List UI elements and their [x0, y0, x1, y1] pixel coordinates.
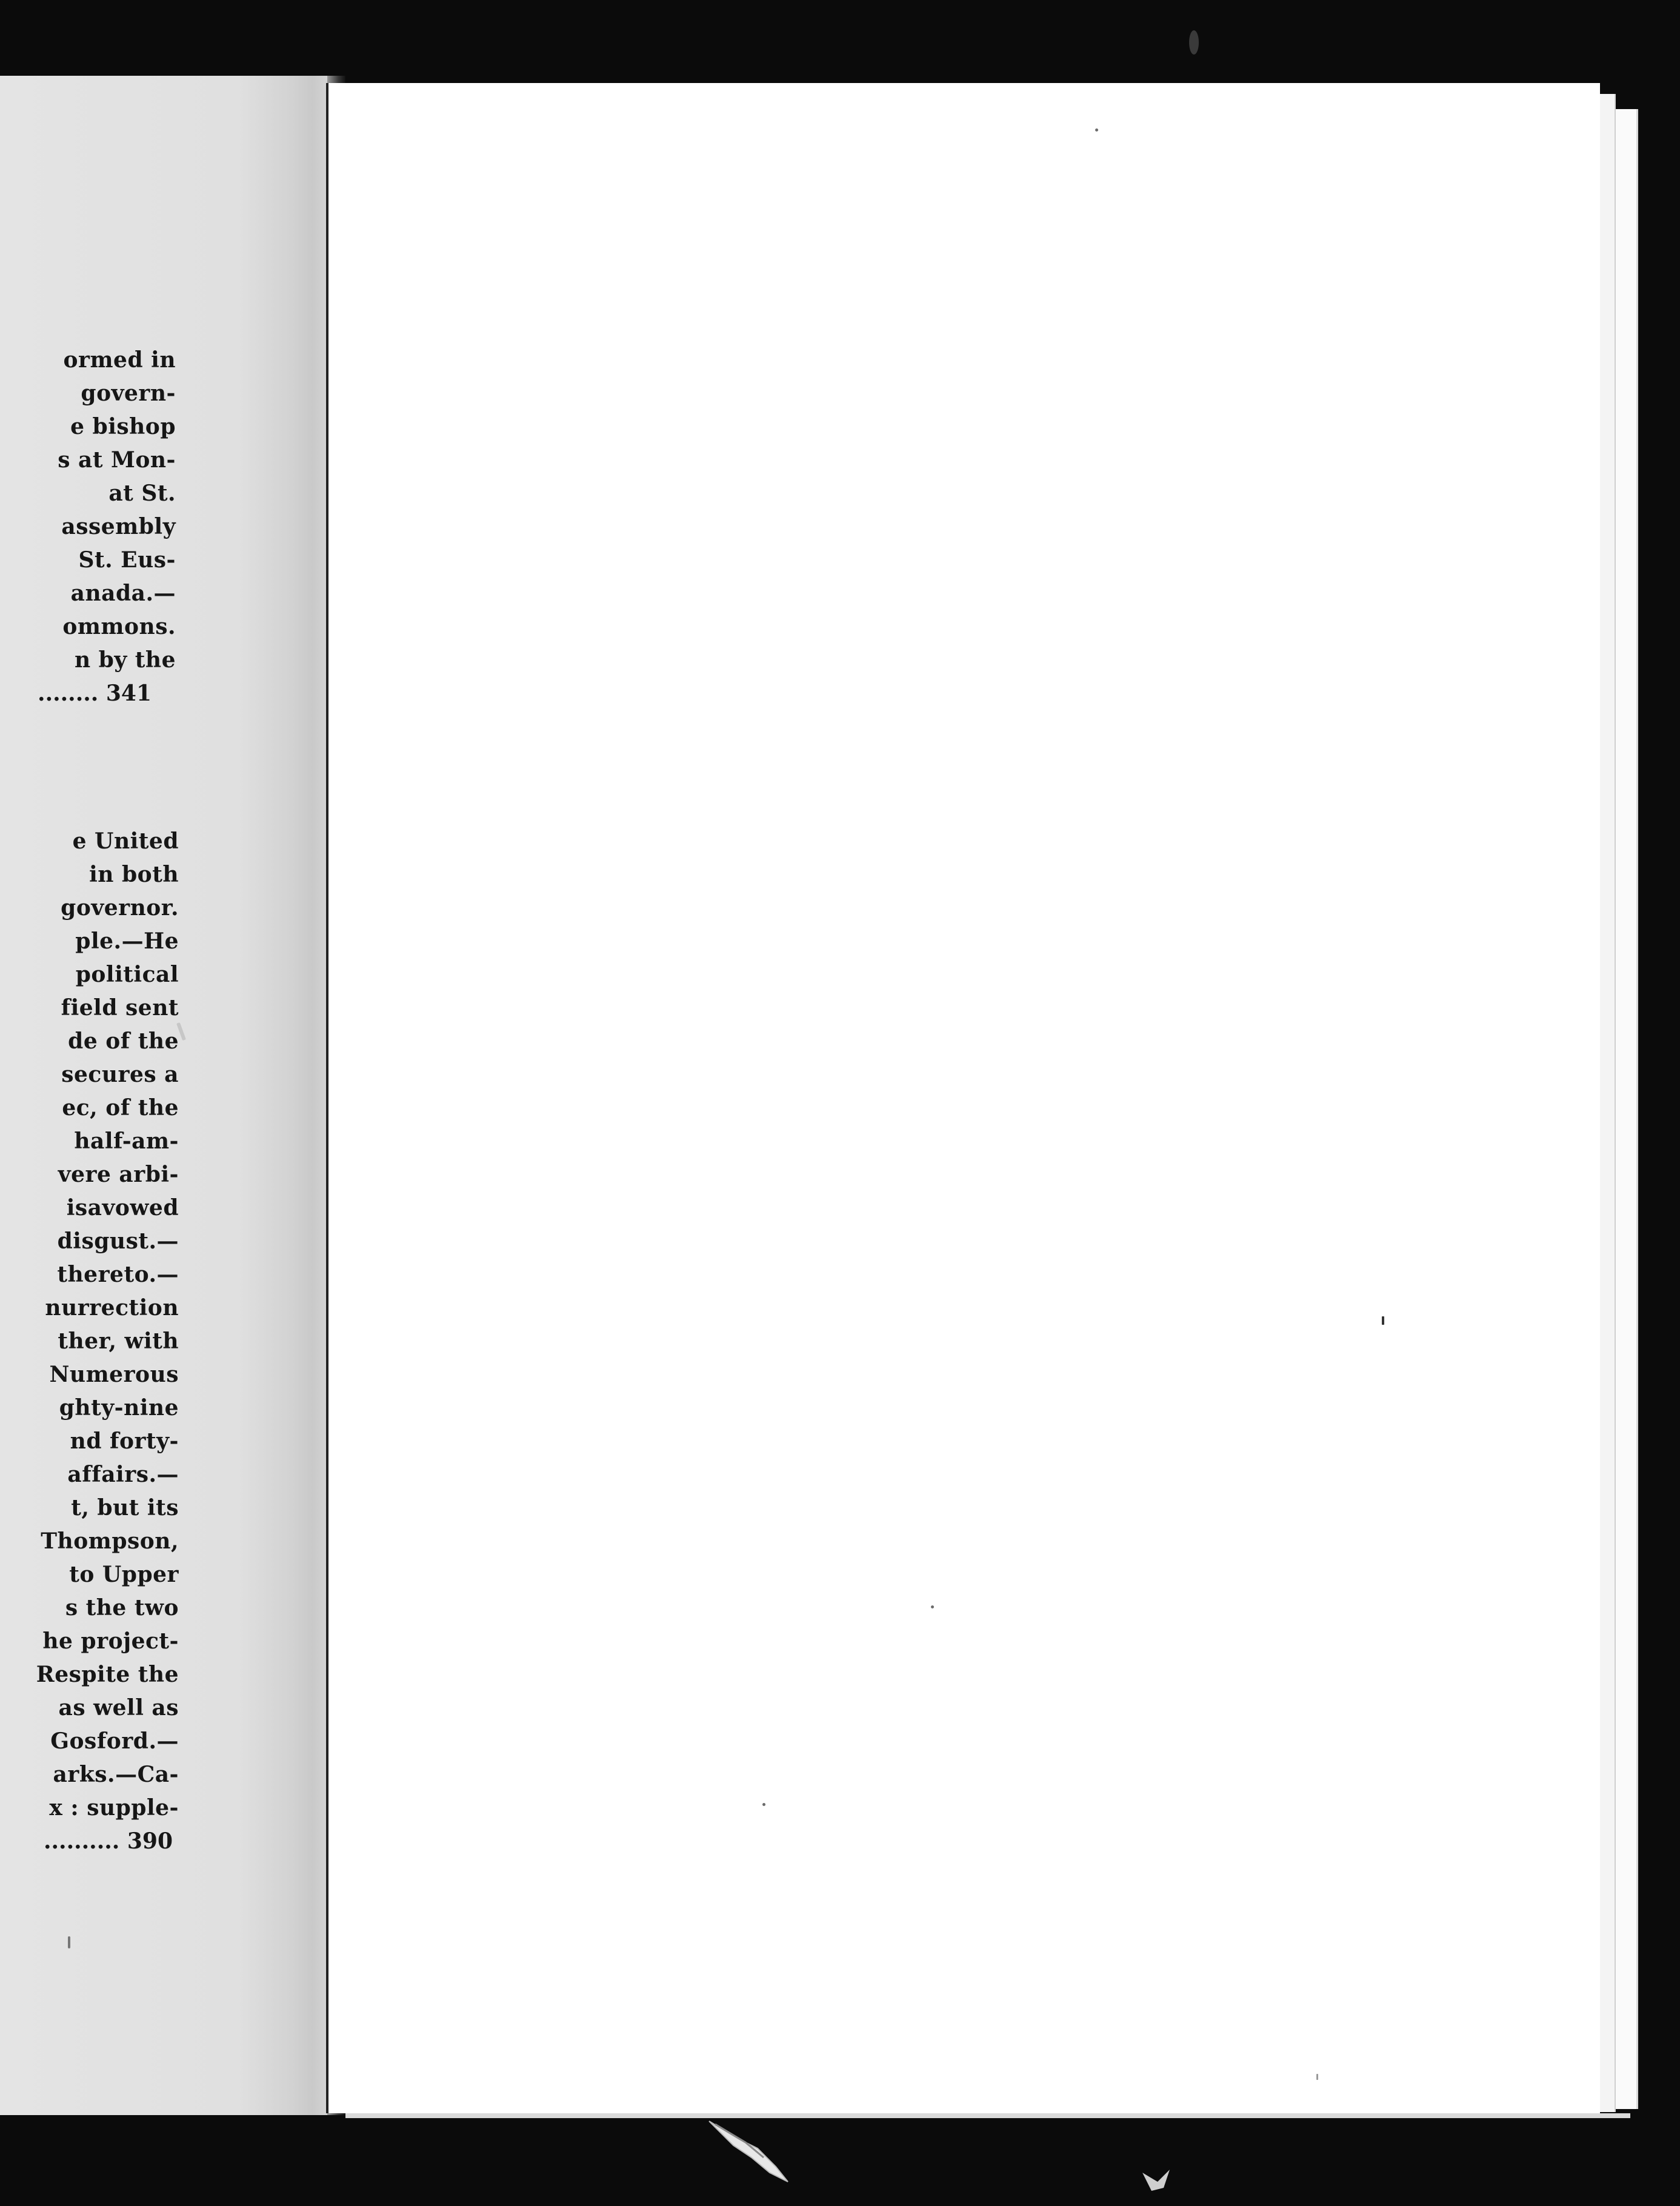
text-line: as well as [58, 1695, 179, 1721]
scan-artifact [931, 1605, 934, 1608]
text-line: assembly [61, 514, 176, 539]
text-line: Thompson, [41, 1528, 179, 1554]
scan-artifact [1139, 2167, 1176, 2197]
scan-artifact [68, 1936, 70, 1948]
text-line: Gosford.— [50, 1728, 179, 1754]
text-line: ghty-nine [59, 1395, 179, 1421]
text-line: to Upper [69, 1562, 179, 1587]
text-line: ple.—He [75, 928, 179, 954]
text-line: s at Mon- [58, 447, 176, 473]
text-line: anada.— [70, 581, 176, 606]
scan-artifact [1095, 128, 1098, 132]
text-line: St. Eus- [78, 547, 176, 573]
text-line: at St. [108, 481, 176, 506]
text-line: e bishop [70, 414, 176, 439]
text-line: Numerous [49, 1362, 179, 1387]
text-line: Respite the [36, 1662, 179, 1687]
text-line: half-am- [74, 1128, 179, 1154]
toc-page-reference: .......... 390 [43, 1828, 173, 1854]
text-line: governor. [61, 895, 179, 921]
text-line: nurrection [45, 1295, 179, 1321]
torn-paper-fragment [703, 2115, 836, 2194]
scan-artifact [1316, 2074, 1318, 2080]
torn-paper-shape [709, 2121, 788, 2182]
text-line: x : supple- [49, 1795, 179, 1821]
text-line: ther, with [58, 1328, 179, 1354]
text-line: in both [89, 862, 179, 887]
text-line: t, but its [71, 1495, 179, 1521]
text-line: ormed in [63, 347, 176, 373]
text-line: e United [72, 828, 179, 854]
scan-artifact-shape [1189, 30, 1199, 55]
text-line: isavowed [66, 1195, 179, 1221]
toc-page-reference: ........ 341 [38, 681, 152, 706]
scan-artifact [1182, 24, 1206, 61]
page-bottom-edge [345, 2113, 1630, 2118]
text-line: secures a [61, 1062, 179, 1087]
text-line: affairs.— [67, 1462, 179, 1487]
blank-right-page [326, 83, 1600, 2113]
scan-artifact [762, 1803, 765, 1806]
page-edge [1615, 109, 1638, 2109]
scan-artifact-shape [1142, 2170, 1170, 2191]
text-line: n by the [74, 647, 176, 673]
text-line: field sent [61, 995, 179, 1021]
text-line: disgust.— [57, 1228, 179, 1254]
text-line: he project- [42, 1628, 179, 1654]
text-line: vere arbi- [58, 1162, 179, 1187]
left-page-fragment [0, 76, 339, 2115]
text-line: ommons. [62, 614, 176, 639]
text-line: govern- [81, 381, 176, 406]
text-line: de of the [68, 1028, 179, 1054]
text-line: s the two [65, 1595, 179, 1621]
scan-artifact [1382, 1316, 1384, 1325]
text-line: nd forty- [70, 1428, 179, 1454]
text-line: thereto.— [57, 1262, 179, 1287]
text-line: political [75, 962, 179, 987]
text-line: arks.—Ca- [53, 1762, 179, 1787]
text-line: ec, of the [62, 1095, 179, 1121]
page-edge [1598, 94, 1616, 2112]
